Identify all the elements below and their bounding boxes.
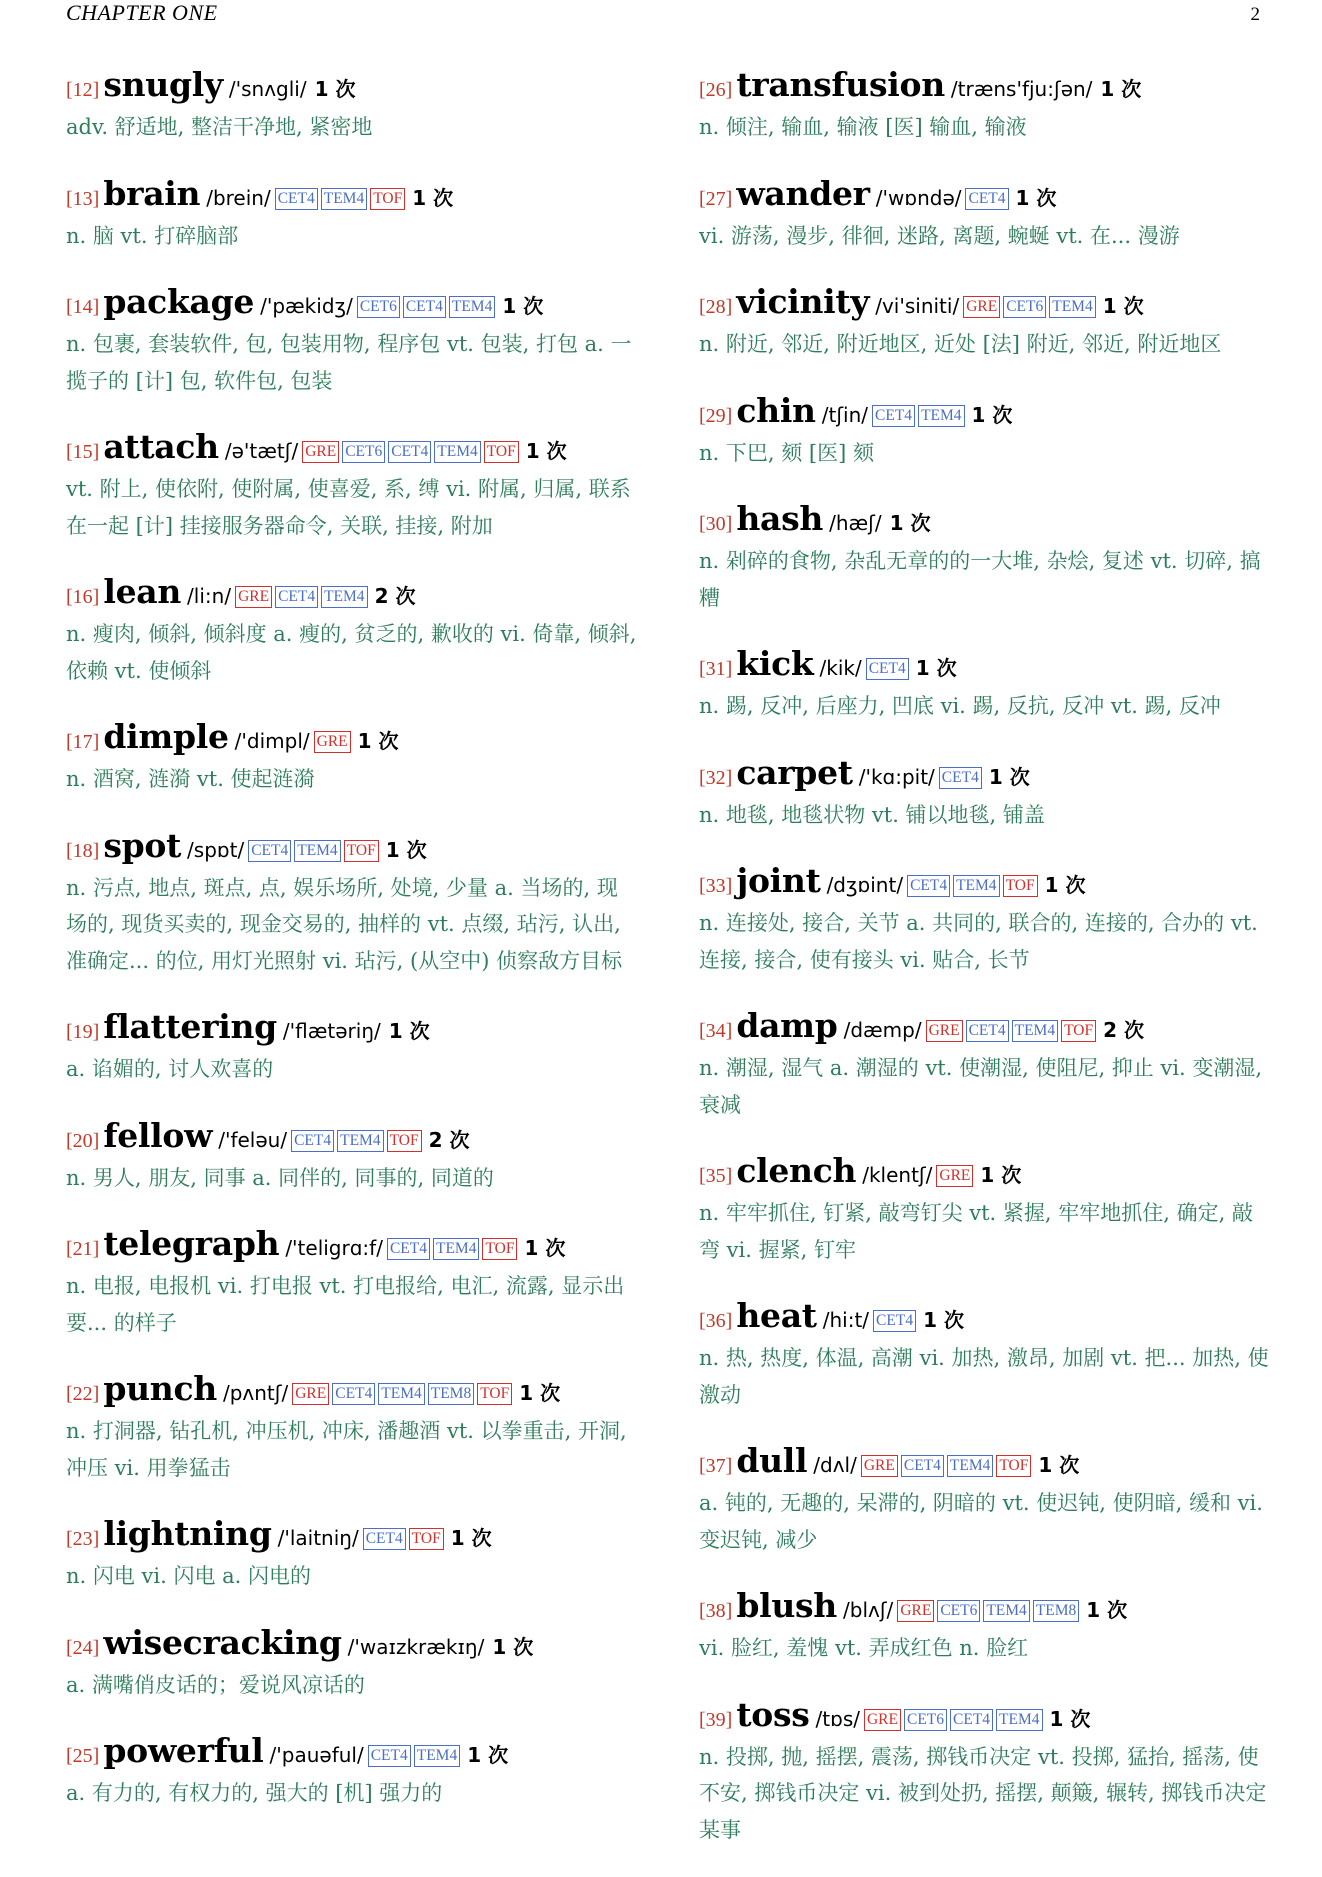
entry-head: [66, 1624, 638, 1667]
exam-tag-cet4: CET4: [966, 1020, 1009, 1042]
occurrence-count: 1 次: [1049, 1706, 1091, 1731]
right-column: [699, 66, 1271, 1877]
headword: vicinity: [736, 282, 870, 321]
definition: n. 地毯, 地毯状物 vt. 铺以地毯, 铺盖: [699, 802, 1045, 827]
page-number: 2: [1250, 4, 1260, 25]
headword: toss: [736, 1694, 810, 1734]
exam-tag-tem8: TEM8: [1033, 1600, 1079, 1622]
phonetic: /klentʃ/: [862, 1163, 933, 1187]
occurrence-count: 2 次: [374, 584, 416, 608]
exam-tag-tof: TOF: [387, 1130, 422, 1152]
entry-head: [66, 1732, 638, 1775]
occurrence-count: 2 次: [428, 1127, 470, 1152]
phonetic: /dæmp/: [843, 1018, 922, 1042]
occurrence-count: 1 次: [412, 185, 454, 210]
left-column: [66, 66, 638, 1841]
entry-index: [17]: [66, 731, 100, 753]
entry-head: [699, 1696, 1271, 1739]
entry-index: [31]: [699, 658, 733, 680]
headword: transfusion: [736, 65, 945, 104]
occurrence-count: 1 次: [492, 1634, 534, 1659]
occurrence-count: 1 次: [1038, 1453, 1080, 1477]
definition: n. 倾注, 输血, 输液 [医] 输血, 输液: [699, 115, 1027, 139]
occurrence-count: 1 次: [388, 1019, 430, 1043]
exam-tag-tem4: TEM4: [449, 296, 495, 318]
exam-tag-tem4: TEM4: [1012, 1020, 1058, 1042]
exam-tag-cet4: CET4: [965, 188, 1008, 210]
headword: chin: [736, 390, 816, 430]
phonetic: /'feləu/: [218, 1127, 288, 1152]
entry-index: [33]: [699, 875, 733, 897]
entry-head: [66, 1225, 638, 1268]
entry-index: [37]: [699, 1455, 733, 1477]
vocab-entry: [699, 283, 1271, 363]
exam-tag-tem4: TEM4: [983, 1600, 1029, 1622]
vocab-entry: [66, 1370, 638, 1486]
exam-tag-tem4: TEM4: [434, 441, 480, 463]
exam-tag-cet4: CET4: [872, 405, 915, 427]
occurrence-count: 1 次: [1015, 185, 1057, 210]
occurrence-count: 1 次: [357, 729, 399, 753]
entry-head: [699, 1152, 1271, 1195]
entry-index: [15]: [66, 441, 100, 463]
phonetic: /'wɒndə/: [875, 185, 962, 210]
entry-head: [66, 1370, 638, 1413]
phonetic: /'dimpl/: [234, 729, 310, 753]
exam-tag-cet4: CET4: [332, 1383, 375, 1405]
definition: n. 潮湿, 湿气 a. 潮湿的 vt. 使潮湿, 使阻尼, 抑止 vi. 变潮湿, 衰减: [699, 1056, 1263, 1117]
vocab-entry: [66, 1624, 638, 1704]
exam-tag-tof: TOF: [370, 188, 405, 210]
exam-tag-cet4: CET4: [901, 1455, 944, 1477]
exam-tag-tof: TOF: [409, 1528, 444, 1550]
exam-tag-gre: GRE: [861, 1455, 898, 1477]
entry-head: [699, 1442, 1271, 1485]
page-header: [66, 0, 1260, 30]
phonetic: /brein/: [206, 185, 271, 210]
definition: vt. 附上, 使依附, 使附属, 使喜爱, 系, 缚 vi. 附属, 归属, 联系在一起 [计] 挂接服务器命令, 关联, 挂接, 附加: [66, 477, 631, 538]
definition: n. 闪电 vi. 闪电 a. 闪电的: [66, 1564, 312, 1588]
exam-tag-tof: TOF: [482, 1238, 517, 1260]
exam-tag-tof: TOF: [477, 1383, 512, 1405]
entry-index: [13]: [66, 187, 100, 210]
headword: brain: [103, 173, 201, 213]
exam-tag-cet4: CET4: [387, 1238, 430, 1260]
entry-index: [36]: [699, 1310, 733, 1332]
headword: kick: [736, 644, 814, 683]
headword: joint: [736, 861, 821, 900]
phonetic: /pʌntʃ/: [222, 1381, 289, 1405]
vocab-entry: [66, 573, 638, 689]
vocab-entry: [66, 1515, 638, 1595]
exam-tag-gre: GRE: [292, 1383, 329, 1405]
exam-tag-tem4: TEM4: [947, 1455, 993, 1477]
occurrence-count: 1 次: [1044, 873, 1086, 897]
exam-tag-tem8: TEM8: [428, 1383, 474, 1405]
headword: dimple: [103, 717, 229, 756]
vocab-entry: [66, 175, 638, 255]
definition: vi. 游荡, 漫步, 徘徊, 迷路, 离题, 蜿蜒 vt. 在... 漫游: [699, 223, 1180, 248]
exam-tag-cet4: CET4: [907, 875, 950, 897]
entry-head: [699, 175, 1271, 218]
phonetic: /dʌl/: [813, 1453, 857, 1477]
exam-tag-cet6: CET6: [1003, 296, 1046, 318]
definition: n. 脑 vt. 打碎脑部: [66, 223, 239, 248]
exam-tag-cet4: CET4: [388, 441, 431, 463]
phonetic: /'teligrɑ:f/: [285, 1236, 383, 1260]
exam-tag-cet4: CET4: [363, 1528, 406, 1550]
headword: dull: [736, 1441, 808, 1480]
phonetic: /træns'fju:ʃən/: [950, 77, 1093, 101]
phonetic: /'laitniŋ/: [277, 1526, 359, 1550]
headword: flattering: [103, 1007, 277, 1046]
occurrence-count: 1 次: [988, 764, 1030, 789]
exam-tag-cet4: CET4: [248, 840, 291, 862]
vocab-entry: [699, 392, 1271, 472]
vocab-entry: [66, 1732, 638, 1812]
entry-index: [23]: [66, 1528, 100, 1550]
occurrence-count: 1 次: [385, 837, 427, 862]
entry-index: [18]: [66, 839, 100, 862]
phonetic: /'kɑ:pit/: [858, 764, 935, 789]
definition: adv. 舒适地, 整洁干净地, 紧密地: [66, 115, 373, 139]
headword: carpet: [736, 752, 853, 792]
entry-head: [699, 645, 1271, 688]
entry-index: [25]: [66, 1745, 100, 1767]
vocab-entry: [66, 428, 638, 544]
entry-index: [35]: [699, 1165, 733, 1187]
exam-tag-cet6: CET6: [342, 441, 385, 463]
headword: attach: [103, 427, 219, 466]
headword: fellow: [103, 1115, 213, 1155]
headword: wander: [736, 173, 870, 213]
headword: blush: [736, 1586, 838, 1625]
vocab-entry: [699, 754, 1271, 834]
entry-head: [699, 1297, 1271, 1340]
vocab-entry: [66, 827, 638, 980]
entry-head: [699, 1587, 1271, 1630]
vocab-entry: [66, 66, 638, 146]
exam-tag-gre: GRE: [936, 1165, 973, 1187]
definition: vi. 脸红, 羞愧 vt. 弄成红色 n. 脸红: [699, 1636, 1029, 1660]
exam-tag-cet4: CET4: [950, 1709, 993, 1731]
headword: wisecracking: [103, 1622, 342, 1662]
occurrence-count: 1 次: [1100, 77, 1142, 101]
entry-head: [699, 754, 1271, 797]
exam-tag-tem4: TEM4: [294, 840, 340, 862]
headword: snugly: [103, 65, 223, 104]
headword: clench: [736, 1151, 857, 1190]
entry-head: [66, 1008, 638, 1051]
occurrence-count: 1 次: [450, 1526, 492, 1550]
exam-tag-cet4: CET4: [939, 767, 982, 789]
phonetic: /tʃin/: [821, 402, 869, 427]
exam-tag-tof: TOF: [1061, 1020, 1096, 1042]
vocab-entry: [699, 1587, 1271, 1667]
vocab-entry: [699, 862, 1271, 978]
exam-tag-gre: GRE: [864, 1709, 901, 1731]
exam-tag-gre: GRE: [926, 1020, 963, 1042]
entry-index: [14]: [66, 296, 100, 318]
exam-tag-tem4: TEM4: [996, 1709, 1042, 1731]
entry-index: [27]: [699, 187, 733, 210]
definition: n. 下巴, 颏 [医] 颏: [699, 440, 874, 465]
phonetic: /tɒs/: [815, 1706, 860, 1731]
vocab-entry: [699, 66, 1271, 146]
exam-tag-cet6: CET6: [937, 1600, 980, 1622]
phonetic: /li:n/: [187, 584, 232, 608]
exam-tag-tem4: TEM4: [414, 1745, 460, 1767]
phonetic: /kik/: [819, 656, 862, 680]
headword: lightning: [103, 1514, 272, 1553]
vocab-entry: [699, 1152, 1271, 1268]
entry-head: [66, 573, 638, 616]
headword: lean: [103, 572, 182, 611]
entry-index: [26]: [699, 79, 733, 101]
definition: a. 谄媚的, 讨人欢喜的: [66, 1057, 274, 1081]
exam-tag-tof: TOF: [1003, 875, 1038, 897]
vocab-entry: [699, 1696, 1271, 1849]
entry-index: [21]: [66, 1238, 100, 1260]
definition: n. 牢牢抓住, 钉紧, 敲弯钉尖 vt. 紧握, 牢牢地抓住, 确定, 敲弯 vi. 握紧, 钉牢: [699, 1201, 1253, 1262]
occurrence-count: 1 次: [923, 1308, 964, 1332]
vocab-entry: [699, 645, 1271, 725]
entry-index: [32]: [699, 766, 733, 789]
headword: powerful: [103, 1731, 264, 1770]
exam-tag-cet6: CET6: [904, 1709, 947, 1731]
exam-tag-cet4: CET4: [275, 586, 318, 608]
definition: n. 电报, 电报机 vi. 打电报 vt. 打电报给, 电汇, 流露, 显示出要... 的样子: [66, 1274, 625, 1335]
entry-head: [699, 283, 1271, 326]
exam-tag-tof: TOF: [484, 441, 519, 463]
exam-tag-tem4: TEM4: [918, 405, 964, 427]
entry-head: [66, 283, 638, 326]
definition: n. 酒窝, 涟漪 vt. 使起涟漪: [66, 767, 315, 791]
entry-head: [699, 392, 1271, 435]
occurrence-count: 1 次: [889, 511, 931, 535]
phonetic: /spɒt/: [187, 837, 245, 862]
entry-head: [66, 1117, 638, 1160]
vocab-entry: [699, 1007, 1271, 1123]
exam-tag-cet4: CET4: [275, 188, 318, 210]
entry-index: [39]: [699, 1708, 733, 1731]
exam-tag-gre: GRE: [314, 731, 351, 753]
exam-tag-tof: TOF: [344, 840, 379, 862]
occurrence-count: 1 次: [971, 402, 1013, 427]
phonetic: /dʒɒint/: [826, 873, 904, 897]
exam-tag-tem4: TEM4: [953, 875, 999, 897]
phonetic: /'waɪzkrækɪŋ/: [347, 1634, 485, 1659]
exam-tag-tem4: TEM4: [321, 188, 367, 210]
entry-head: [66, 428, 638, 471]
headword: package: [103, 282, 255, 321]
exam-tag-tof: TOF: [996, 1455, 1031, 1477]
phonetic: /vi'siniti/: [875, 294, 960, 318]
occurrence-count: 1 次: [314, 77, 356, 101]
entry-head: [66, 827, 638, 870]
exam-tag-tem4: TEM4: [378, 1383, 424, 1405]
entry-index: [29]: [699, 404, 733, 427]
definition: a. 满嘴俏皮话的；爱说风凉话的: [66, 1672, 365, 1697]
phonetic: /'snʌgli/: [228, 77, 307, 101]
headword: damp: [736, 1006, 838, 1045]
exam-tag-tem4: TEM4: [1049, 296, 1095, 318]
exam-tag-cet4: CET4: [873, 1310, 916, 1332]
occurrence-count: 1 次: [525, 439, 567, 463]
definition: n. 剁碎的食物, 杂乱无章的的一大堆, 杂烩, 复述 vt. 切碎, 搞糟: [699, 549, 1261, 610]
vocab-entry: [66, 1117, 638, 1197]
entry-head: [699, 862, 1271, 905]
entry-head: [66, 66, 638, 109]
headword: hash: [736, 499, 824, 538]
definition: n. 附近, 邻近, 附近地区, 近处 [法] 附近, 邻近, 附近地区: [699, 332, 1222, 356]
occurrence-count: 1 次: [1102, 294, 1144, 318]
definition: a. 钝的, 无趣的, 呆滞的, 阴暗的 vt. 使迟钝, 使阴暗, 缓和 vi. 变迟钝, 减少: [699, 1491, 1263, 1552]
phonetic: /'pækidʒ/: [260, 294, 353, 318]
occurrence-count: 1 次: [502, 294, 544, 318]
headword: punch: [103, 1369, 217, 1408]
phonetic: /hi:t/: [822, 1308, 870, 1332]
exam-tag-tem4: TEM4: [321, 586, 367, 608]
phonetic: /'flætəriŋ/: [282, 1019, 381, 1043]
exam-tag-tem4: TEM4: [337, 1130, 383, 1152]
entry-head: [699, 66, 1271, 109]
phonetic: /'pauəful/: [269, 1743, 364, 1767]
exam-tag-cet4: CET4: [403, 296, 446, 318]
exam-tag-tem4: TEM4: [433, 1238, 479, 1260]
definition: n. 热, 热度, 体温, 高潮 vi. 加热, 激昂, 加剧 vt. 把... 加热, 使激动: [699, 1346, 1269, 1407]
entry-index: [22]: [66, 1383, 100, 1405]
vocab-entry: [66, 283, 638, 399]
headword: spot: [103, 825, 182, 865]
vocab-entry: [66, 1225, 638, 1341]
definition: n. 投掷, 抛, 摇摆, 震荡, 掷钱币决定 vt. 投掷, 猛抬, 摇荡, 使不安, 掷钱币决定 vi. 被到处扔, 摇摆, 颠簸, 辗转, 掷钱币决定某事: [699, 1744, 1267, 1842]
definition: n. 连接处, 接合, 关节 a. 共同的, 联合的, 连接的, 合办的 vt. 连接, 接合, 使有接头 vi. 贴合, 长节: [699, 911, 1258, 972]
definition: n. 踢, 反冲, 后座力, 凹底 vi. 踢, 反抗, 反冲 vt. 踢, 反冲: [699, 694, 1221, 718]
occurrence-count: 1 次: [915, 656, 957, 680]
phonetic: /hæʃ/: [829, 511, 882, 535]
headword: telegraph: [103, 1224, 280, 1263]
entry-index: [19]: [66, 1021, 100, 1043]
exam-tag-cet4: CET4: [291, 1130, 334, 1152]
definition: a. 有力的, 有权力的, 强大的 [机] 强力的: [66, 1781, 443, 1805]
occurrence-count: 1 次: [1086, 1598, 1128, 1622]
entry-index: [28]: [699, 296, 733, 318]
vocab-entry: [699, 1297, 1271, 1413]
entry-index: [34]: [699, 1020, 733, 1042]
phonetic: /blʌʃ/: [843, 1598, 894, 1622]
vocab-entry: [66, 1008, 638, 1088]
entry-head: [66, 718, 638, 761]
exam-tag-cet4: CET4: [866, 658, 909, 680]
entry-index: [38]: [699, 1600, 733, 1622]
definition: n. 包裹, 套装软件, 包, 包装用物, 程序包 vt. 包装, 打包 a. 一揽子的 [计] 包, 软件包, 包装: [66, 332, 632, 393]
definition: n. 污点, 地点, 斑点, 点, 娱乐场所, 处境, 少量 a. 当场的, 现场的, 现货买卖的, 现金交易的, 抽样的 vt. 点缀, 玷污, 认出, 准确定... 的位, 用灯光照射 vi. 玷污, (从空中) 侦察敌方目标: [66, 875, 623, 973]
exam-tag-cet4: CET4: [368, 1745, 411, 1767]
exam-tag-gre: GRE: [235, 586, 272, 608]
entry-head: [699, 1007, 1271, 1050]
entry-index: [24]: [66, 1636, 100, 1659]
occurrence-count: 1 次: [524, 1236, 566, 1260]
entry-head: [699, 500, 1271, 543]
vocab-entry: [699, 175, 1271, 255]
exam-tag-gre: GRE: [302, 441, 339, 463]
vocab-entry: [699, 1442, 1271, 1558]
headword: heat: [736, 1296, 817, 1335]
exam-tag-gre: GRE: [897, 1600, 934, 1622]
chapter-title: CHAPTER ONE: [66, 0, 218, 25]
phonetic: /ə'tætʃ/: [224, 439, 299, 463]
definition: n. 男人, 朋友, 同事 a. 同伴的, 同事的, 同道的: [66, 1165, 494, 1190]
definition: n. 打洞器, 钻孔机, 冲压机, 冲床, 潘趣酒 vt. 以拳重击, 开洞, 冲压 vi. 用拳猛击: [66, 1419, 627, 1480]
entry-index: [20]: [66, 1129, 100, 1152]
entry-head: [66, 175, 638, 218]
entry-index: [16]: [66, 586, 100, 608]
occurrence-count: 1 次: [980, 1163, 1022, 1187]
vocab-entry: [66, 718, 638, 798]
definition: n. 瘦肉, 倾斜, 倾斜度 a. 瘦的, 贫乏的, 歉收的 vi. 倚靠, 倾斜, 依赖 vt. 使倾斜: [66, 622, 637, 683]
occurrence-count: 1 次: [519, 1381, 561, 1405]
exam-tag-cet6: CET6: [357, 296, 400, 318]
exam-tag-gre: GRE: [963, 296, 1000, 318]
vocab-entry: [699, 500, 1271, 616]
entry-head: [66, 1515, 638, 1558]
occurrence-count: 1 次: [467, 1743, 509, 1767]
occurrence-count: 2 次: [1103, 1018, 1144, 1042]
entry-index: [30]: [699, 513, 733, 535]
entry-index: [12]: [66, 79, 100, 101]
